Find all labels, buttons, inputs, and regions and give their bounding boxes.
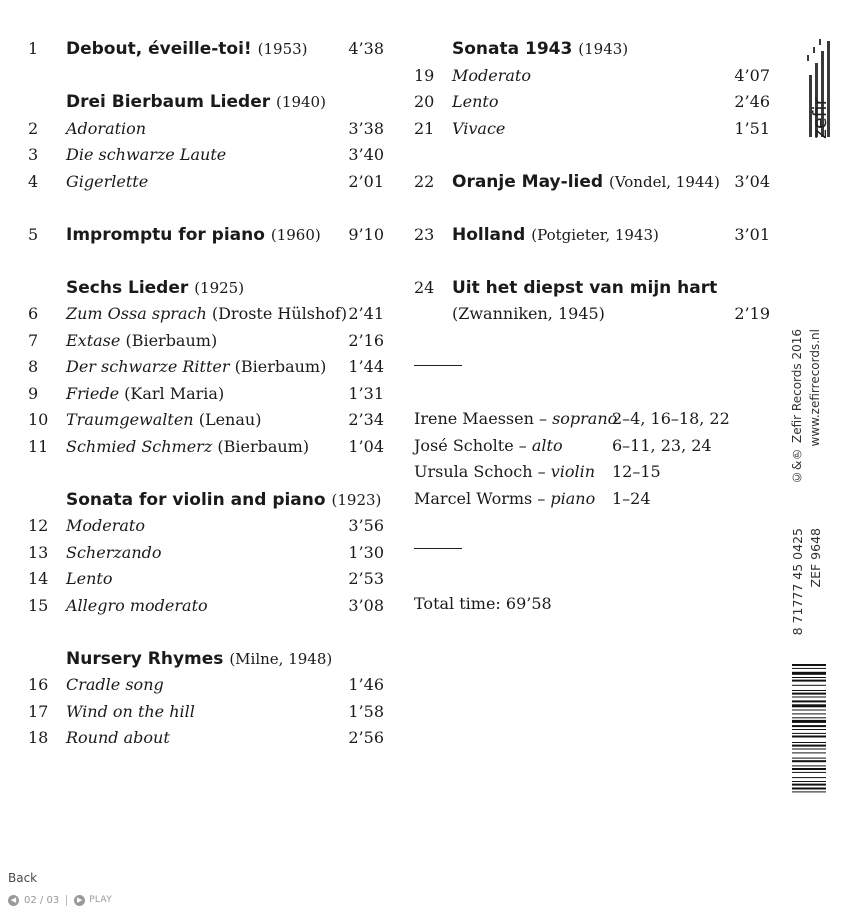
- track-row: [28, 566, 384, 593]
- track-duration: 1’51: [734, 118, 770, 138]
- title-text: Sechs Lieder: [66, 277, 189, 298]
- performer-role: alto: [531, 435, 563, 455]
- track-row: [28, 672, 384, 699]
- track-title: [66, 672, 164, 698]
- track-duration: 2’16: [348, 330, 384, 350]
- track-row: [28, 116, 384, 143]
- track-row: [28, 354, 384, 381]
- track-title: [452, 275, 717, 301]
- track-title: [66, 699, 195, 725]
- track-title: [66, 142, 226, 168]
- track-title: [66, 36, 308, 62]
- track-number: 3: [28, 145, 39, 164]
- track-row: [28, 142, 384, 169]
- track-number: 13: [28, 542, 49, 562]
- title-text: Lento: [452, 92, 499, 111]
- track-duration: 2’01: [348, 171, 384, 191]
- barcode-bar: [792, 765, 826, 766]
- performer: [414, 406, 617, 432]
- spacer: [28, 195, 384, 222]
- barcode-bar: [792, 745, 826, 747]
- barcode-bar: [792, 758, 826, 759]
- track-number: 23: [414, 224, 435, 244]
- title-text: Gigerlette: [66, 171, 149, 191]
- track-title: [66, 407, 261, 433]
- track-number: 24: [414, 277, 435, 297]
- track-row: [414, 116, 770, 143]
- barcode-bar: [792, 742, 826, 743]
- performer-list: [414, 406, 774, 512]
- barcode-bar: [792, 677, 826, 678]
- title-detail: (Karl Maria): [124, 383, 225, 403]
- track-duration: 2’19: [734, 304, 770, 323]
- barcode-bar: [792, 777, 826, 778]
- barcode-bar: [792, 791, 826, 792]
- title-text: (Zwanniken, 1945): [452, 304, 605, 323]
- title-text: Oranje May-lied: [452, 171, 604, 192]
- barcode-bar: [792, 736, 826, 738]
- performer-row: [414, 433, 774, 460]
- performer-separator: –: [532, 462, 551, 481]
- track-title: [66, 646, 332, 672]
- track-title: [66, 566, 112, 592]
- divider: [414, 548, 462, 549]
- track-title: [66, 222, 321, 248]
- track-row: [28, 301, 384, 328]
- barcode-bar: [792, 733, 826, 734]
- title-detail: (1923): [331, 490, 382, 509]
- performer-row: [414, 459, 774, 486]
- title-text: Sonata for violin and piano: [66, 489, 326, 510]
- track-duration: 1’04: [348, 436, 384, 456]
- title-detail: (Bierbaum): [217, 436, 310, 456]
- track-row: [28, 36, 384, 63]
- track-duration: 2’41: [348, 304, 384, 323]
- performer-name: Ursula Schoch: [414, 462, 533, 481]
- track-number: 20: [414, 92, 435, 111]
- title-text: Traumgewalten: [66, 410, 194, 429]
- track-number: 12: [28, 516, 49, 535]
- performer-separator: –: [532, 488, 551, 508]
- track-row: [28, 328, 384, 355]
- performer-tracks: 2–4, 16–18, 22: [612, 409, 730, 428]
- track-row: [414, 275, 770, 302]
- title-text: Die schwarze Laute: [66, 145, 227, 164]
- track-title: [66, 354, 326, 380]
- track-row: [28, 434, 384, 461]
- prev-circle-icon[interactable]: ◀: [8, 895, 19, 906]
- title-text: Schmied Schmerz: [66, 436, 213, 456]
- barcode-bar: [792, 668, 826, 669]
- title-detail: (Potgieter, 1943): [531, 225, 659, 244]
- performer-separator: –: [533, 409, 553, 428]
- barcode-bar: [792, 693, 826, 695]
- track-number: 7: [28, 330, 39, 350]
- barcode-bar: [792, 784, 826, 786]
- track-duration: 1’44: [348, 357, 384, 376]
- barcode-bar: [792, 781, 826, 782]
- spacer: [28, 460, 384, 487]
- catalog-number: ZEF 9648: [808, 528, 823, 588]
- track-duration: 3’04: [734, 171, 770, 191]
- title-text: Friede: [66, 383, 120, 403]
- track-duration: 2’34: [348, 410, 384, 429]
- spacer: [28, 619, 384, 646]
- track-row: [28, 407, 384, 434]
- work-heading: [28, 487, 384, 514]
- title-text: Der schwarze Ritter: [66, 357, 230, 376]
- title-detail: (1925): [194, 278, 245, 297]
- title-text: Debout, éveille-toi!: [66, 39, 252, 59]
- track-row: [414, 301, 770, 328]
- track-number: 22: [414, 171, 435, 191]
- product-codes: [776, 528, 828, 668]
- barcode-bar: [792, 729, 826, 730]
- spacer: [414, 248, 770, 275]
- nav-separator: [66, 895, 67, 906]
- work-heading: [28, 646, 384, 673]
- track-number: 6: [28, 304, 39, 323]
- performer-tracks: 6–11, 23, 24: [612, 435, 712, 455]
- track-duration: 1’46: [348, 675, 384, 694]
- title-text: Lento: [66, 569, 113, 588]
- performer-tracks: 12–15: [612, 462, 661, 481]
- performer: [414, 433, 563, 459]
- barcode-bar: [792, 672, 826, 675]
- title-detail: (1953): [257, 40, 308, 58]
- back-link[interactable]: Back: [8, 871, 38, 885]
- track-title: [66, 593, 208, 619]
- work-heading: [414, 36, 770, 63]
- barcode-bar: [792, 752, 826, 753]
- barcode-bar: [792, 685, 826, 686]
- performer-tracks: 1–24: [612, 488, 651, 508]
- title-text: Uit het diepst van mijn hart: [452, 277, 718, 298]
- track-row: [28, 222, 384, 249]
- track-row: [28, 540, 384, 567]
- title-text: Sonata 1943: [452, 39, 573, 59]
- title-text: Moderato: [452, 65, 531, 85]
- title-text: Round about: [66, 728, 170, 747]
- ean-code: 8 71777 45 0425: [790, 528, 805, 636]
- barcode-bar: [792, 772, 826, 773]
- barcode-bar: [792, 700, 826, 702]
- title-text: Impromptu for piano: [66, 224, 265, 245]
- track-title: [66, 725, 170, 751]
- track-row: [28, 725, 384, 752]
- track-row: [414, 169, 770, 196]
- track-title: [66, 434, 309, 460]
- performer: [414, 459, 595, 485]
- track-number: 2: [28, 118, 39, 138]
- logo-text: zefir: [809, 97, 831, 139]
- title-detail: (Bierbaum): [234, 357, 327, 376]
- spacer: [28, 63, 384, 90]
- track-number: 5: [28, 224, 39, 244]
- title-text: Wind on the hill: [66, 701, 195, 721]
- track-number: 21: [414, 118, 435, 138]
- track-number: 14: [28, 569, 49, 588]
- barcode-bar: [792, 725, 826, 727]
- website: www.zefirrecords.nl: [808, 329, 822, 447]
- performer-name: Marcel Worms: [414, 488, 533, 508]
- barcode-bar: [792, 704, 826, 707]
- barcode-bar: [792, 749, 826, 750]
- title-text: Drei Bierbaum Lieder: [66, 92, 271, 112]
- barcode-bar: [792, 664, 826, 666]
- title-text: Scherzando: [66, 542, 162, 562]
- track-row: [28, 593, 384, 620]
- track-title: [66, 116, 146, 142]
- performer-role: violin: [550, 462, 596, 481]
- barcode-bar: [792, 768, 826, 770]
- track-title: [66, 540, 162, 566]
- play-button[interactable]: PLAY: [89, 895, 112, 905]
- track-number: 9: [28, 383, 39, 403]
- track-title: [66, 487, 381, 513]
- title-detail: (Droste Hülshof): [211, 304, 348, 323]
- barcode-bar: [792, 760, 826, 762]
- track-number: 16: [28, 675, 49, 694]
- title-text: Holland: [452, 224, 526, 245]
- spacer: [28, 248, 384, 275]
- title-text: Cradle song: [66, 675, 164, 694]
- track-row: [28, 169, 384, 196]
- track-row: [28, 513, 384, 540]
- barcode-bar: [792, 697, 826, 698]
- track-duration: 1’30: [348, 542, 384, 562]
- play-circle-icon[interactable]: ▶: [74, 895, 85, 906]
- track-title: [452, 63, 531, 89]
- track-duration: 9’10: [348, 224, 384, 244]
- performer-role: piano: [550, 488, 596, 508]
- track-row: [28, 699, 384, 726]
- track-duration: 3’40: [348, 145, 384, 164]
- copyright: ©&℗ Zefir Records 2016: [790, 329, 804, 485]
- title-detail: (Bierbaum): [125, 330, 218, 350]
- track-title: [66, 275, 244, 301]
- track-duration: 3’38: [348, 118, 384, 138]
- performer-name: Irene Maessen: [414, 409, 534, 428]
- spacer: [414, 142, 770, 169]
- track-title: [452, 301, 605, 327]
- title-detail: (1940): [276, 93, 326, 111]
- track-title: [452, 89, 498, 115]
- title-text: Extase: [66, 330, 121, 350]
- performer-separator: –: [513, 435, 532, 455]
- track-row: [28, 381, 384, 408]
- title-text: Vivace: [452, 118, 506, 138]
- title-detail: (1943): [578, 40, 629, 58]
- title-text: Moderato: [66, 516, 145, 535]
- work-heading: [28, 89, 384, 116]
- track-duration: 4’07: [734, 65, 770, 85]
- track-duration: 3’01: [734, 224, 770, 244]
- track-duration: 3’08: [348, 595, 384, 615]
- performer: [414, 486, 595, 512]
- title-text: Allegro moderato: [66, 595, 208, 615]
- barcode-bar: [792, 717, 826, 718]
- title-text: Zum Ossa sprach: [66, 304, 207, 323]
- spacer: [414, 195, 770, 222]
- title-detail: (Vondel, 1944): [608, 172, 720, 191]
- performer-name: José Scholte: [414, 435, 514, 455]
- track-row: [414, 89, 770, 116]
- performer-row: [414, 486, 774, 513]
- track-title: [66, 169, 148, 195]
- zefir-logo: [803, 35, 831, 153]
- page-counter: 02 / 03: [24, 894, 60, 906]
- title-text: Adoration: [66, 118, 147, 138]
- track-title: [66, 89, 326, 115]
- work-heading: [28, 275, 384, 302]
- total-time: Total time: 69’58: [414, 594, 552, 613]
- tracklist-right: [414, 36, 770, 328]
- track-duration: 1’58: [348, 701, 384, 721]
- track-number: 4: [28, 171, 39, 191]
- barcode-bar: [792, 710, 826, 711]
- track-title: [66, 381, 224, 407]
- track-number: 15: [28, 595, 49, 615]
- track-number: 18: [28, 728, 49, 747]
- barcode-bar: [792, 680, 826, 682]
- label-credits: [776, 329, 828, 529]
- track-number: 1: [28, 39, 39, 58]
- title-detail: (Lenau): [198, 410, 262, 429]
- tracklist-left: [28, 36, 384, 752]
- track-title: [452, 116, 505, 142]
- track-title: [66, 513, 145, 539]
- track-row: [414, 63, 770, 90]
- track-title: [452, 222, 659, 248]
- track-title: [452, 169, 720, 195]
- track-duration: 3’56: [348, 516, 384, 535]
- divider: [414, 365, 462, 366]
- track-number: 11: [28, 436, 49, 456]
- barcode-bar: [792, 720, 826, 723]
- barcode-bar: [792, 690, 826, 691]
- barcode-bar: [792, 788, 826, 790]
- track-title: [452, 36, 628, 62]
- title-text: Nursery Rhymes: [66, 648, 224, 669]
- track-duration: 4’38: [348, 39, 384, 58]
- track-row: [414, 222, 770, 249]
- track-number: 10: [28, 410, 49, 429]
- track-title: [66, 301, 347, 327]
- track-number: 8: [28, 357, 39, 376]
- track-number: 19: [414, 65, 435, 85]
- barcode: [792, 664, 826, 836]
- track-title: [66, 328, 217, 354]
- title-detail: (Milne, 1948): [229, 649, 333, 668]
- page-nav: [8, 892, 112, 908]
- track-duration: 2’53: [348, 569, 384, 588]
- track-duration: 2’46: [734, 92, 770, 111]
- track-duration: 2’56: [348, 728, 384, 747]
- title-detail: (1960): [270, 225, 321, 244]
- track-duration: 1’31: [348, 383, 384, 403]
- barcode-bar: [792, 713, 826, 714]
- performer-role: soprano: [552, 409, 618, 428]
- track-number: 17: [28, 701, 49, 721]
- performer-row: [414, 406, 774, 433]
